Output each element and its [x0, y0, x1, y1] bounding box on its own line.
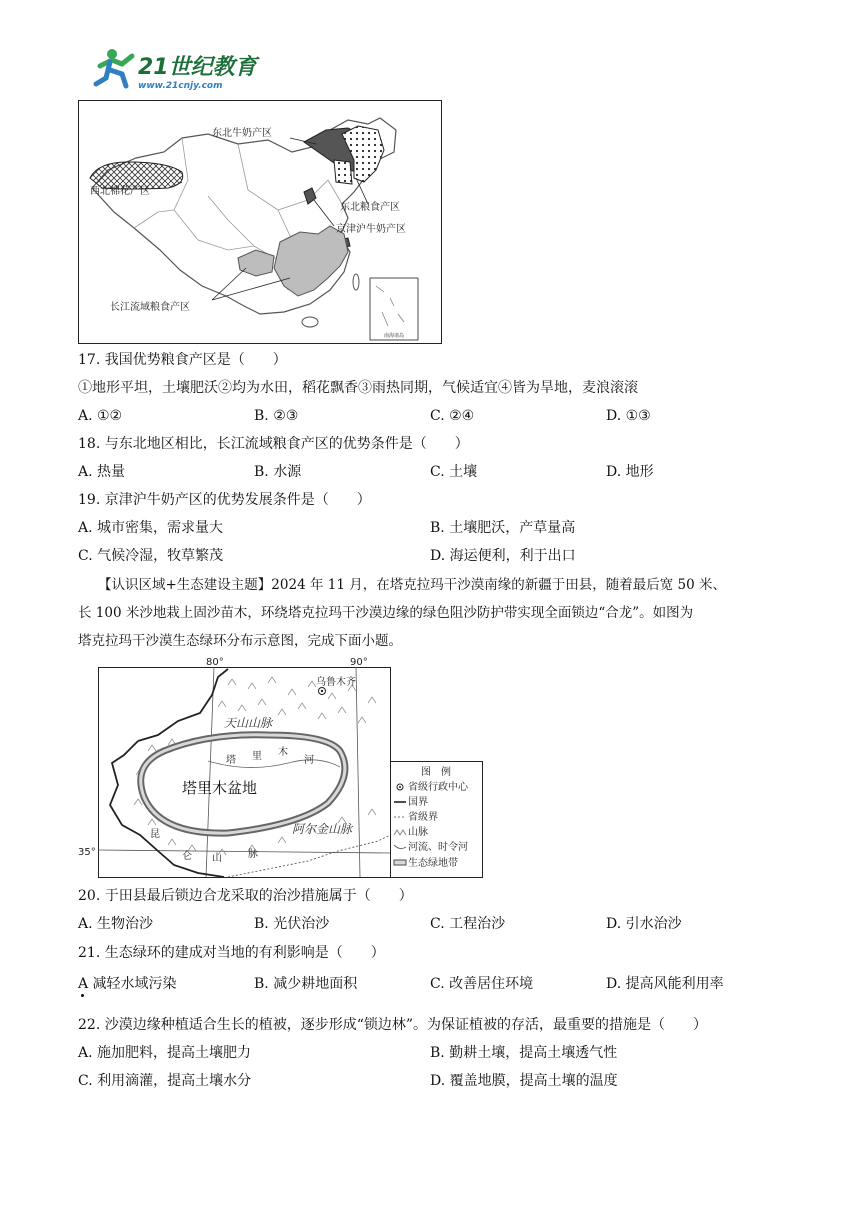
tarim-basin-label: 塔里木盆地 [182, 779, 258, 797]
altun-label: 阿尔金山脉 [292, 822, 353, 836]
q18-option-c[interactable]: C. 土壤 [430, 464, 478, 480]
q22-option-a[interactable]: A. 施加肥料，提高土壤肥力 [78, 1045, 252, 1061]
site-logo [92, 44, 262, 94]
q20-option-a[interactable]: A. 生物治沙 [78, 916, 154, 932]
lat-35-label: 35° [78, 847, 96, 858]
q18-stem: 18. 与东北地区相比，长江流域粮食产区的优势条件是（ ） [78, 436, 469, 452]
tarim-river-char-1: 塔 [226, 755, 236, 766]
legend-green-belt-icon [394, 860, 406, 865]
q21-option-b[interactable]: B. 减少耕地面积 [254, 976, 358, 992]
q18-option-b[interactable]: B. 水源 [254, 464, 302, 480]
map-legend [391, 762, 483, 878]
q19-option-b[interactable]: B. 土壤肥沃，产草量高 [430, 520, 576, 536]
q20-option-c[interactable]: C. 工程治沙 [430, 916, 506, 932]
q17-option-c[interactable]: C. ②④ [430, 408, 475, 424]
label-jingjinhu-milk: 京津沪牛奶产区 [336, 224, 406, 235]
legend-item-6: 生态绿地带 [408, 858, 458, 869]
q22-option-d[interactable]: D. 覆盖地膜，提高土壤的温度 [430, 1073, 618, 1089]
label-xibei-cotton: 西北棉花产区 [90, 186, 150, 197]
urumqi-label: 乌鲁木齐 [316, 677, 356, 688]
q17-option-d[interactable]: D. ①③ [606, 408, 651, 424]
logo-brand: 21世纪教育 [138, 55, 257, 80]
q22-option-c[interactable]: C. 利用滴灌，提高土壤水分 [78, 1073, 252, 1089]
q22-stem: 22. 沙漠边缘种植适合生长的植被，逐步形成“锁边林”。为保证植被的存活，最重要的措施是（ ） [78, 1017, 708, 1033]
q21-stem: 21. 生态绿环的建成对当地的有利影响是（ ） [78, 945, 385, 961]
tarim-river-char-2: 里 [252, 751, 262, 762]
lon-90-label: 90° [350, 657, 368, 668]
q21-option-d[interactable]: D. 提高风能利用率 [606, 976, 724, 992]
q17-option-b[interactable]: B. ②③ [254, 408, 299, 424]
q21-option-a[interactable]: A 减轻水域污染 [78, 976, 177, 992]
runner-logo-icon [92, 44, 262, 94]
q19-stem: 19. 京津沪牛奶产区的优势发展条件是（ ） [78, 492, 371, 508]
legend-item-5: 河流、时令河 [408, 842, 468, 853]
tarim-river-char-4: 河 [304, 755, 314, 766]
q18-option-a[interactable]: A. 热量 [78, 464, 126, 480]
legend-title: 图 例 [421, 767, 451, 778]
kunlun-char-1: 昆 [150, 829, 160, 840]
q17-stem: 17. 我国优势粮食产区是（ ） [78, 352, 287, 368]
tianshan-label: 天山山脉 [224, 716, 273, 730]
china-production-map [78, 100, 442, 344]
q17-statements: ①地形平坦，土壤肥沃②均为水田，稻花飘香③雨热同期，气候适宜④皆为旱地，麦浪滚滚 [78, 380, 638, 396]
q19-option-c[interactable]: C. 气候冷湿，牧草繁茂 [78, 548, 224, 564]
taklimakan-map [78, 655, 484, 879]
q18-option-d[interactable]: D. 地形 [606, 464, 654, 480]
label-changjiang-grain: 长江流域粮食产区 [110, 302, 190, 313]
q19-option-d[interactable]: D. 海运便利，利于出口 [430, 548, 576, 564]
q20-option-d[interactable]: D. 引水治沙 [606, 916, 682, 932]
logo-url: www.21cnjy.com [138, 81, 223, 91]
q22-option-b[interactable]: B. 勤耕土壤，提高土壤透气性 [430, 1045, 618, 1061]
intro-line-3: 塔克拉玛干沙漠生态绿环分布示意图，完成下面小题。 [78, 633, 402, 649]
kunlun-char-4: 脉 [248, 849, 258, 860]
q20-stem: 20. 于田县最后锁边合龙采取的治沙措施属于（ ） [78, 888, 413, 904]
stray-dot [81, 994, 84, 997]
q17-option-a[interactable]: A. ①② [78, 408, 123, 424]
kunlun-char-3: 山 [212, 853, 222, 864]
lon-80-label: 80° [206, 657, 224, 668]
xibei-cotton-region [90, 162, 183, 189]
q19-option-a[interactable]: A. 城市密集，需求量大 [78, 520, 224, 536]
legend-item-1: 省级行政中心 [408, 782, 468, 793]
legend-item-3: 省级界 [408, 812, 438, 823]
intro-line-1: 【认识区域+生态建设主题】2024 年 11 月，在塔克拉玛干沙漠南缘的新疆于田县，随着最后宽 50 米、 [98, 577, 726, 593]
label-dongbei-grain: 东北粮食产区 [340, 202, 400, 213]
intro-line-2: 长 100 米沙地栽上固沙苗木，环绕塔克拉玛干沙漠边缘的绿色阻沙防护带实现全面锁边“合龙”。如图为 [78, 605, 694, 621]
label-dongbei-milk: 东北牛奶产区 [212, 128, 272, 139]
q20-option-b[interactable]: B. 光伏治沙 [254, 916, 330, 932]
tarim-river-char-3: 木 [278, 747, 288, 758]
legend-item-2: 国界 [408, 797, 428, 808]
legend-item-4: 山脉 [408, 827, 428, 838]
kunlun-char-2: 仑 [182, 851, 192, 862]
q21-option-c[interactable]: C. 改善居住环境 [430, 976, 534, 992]
inset-caption: 南海诸岛 [383, 333, 405, 339]
